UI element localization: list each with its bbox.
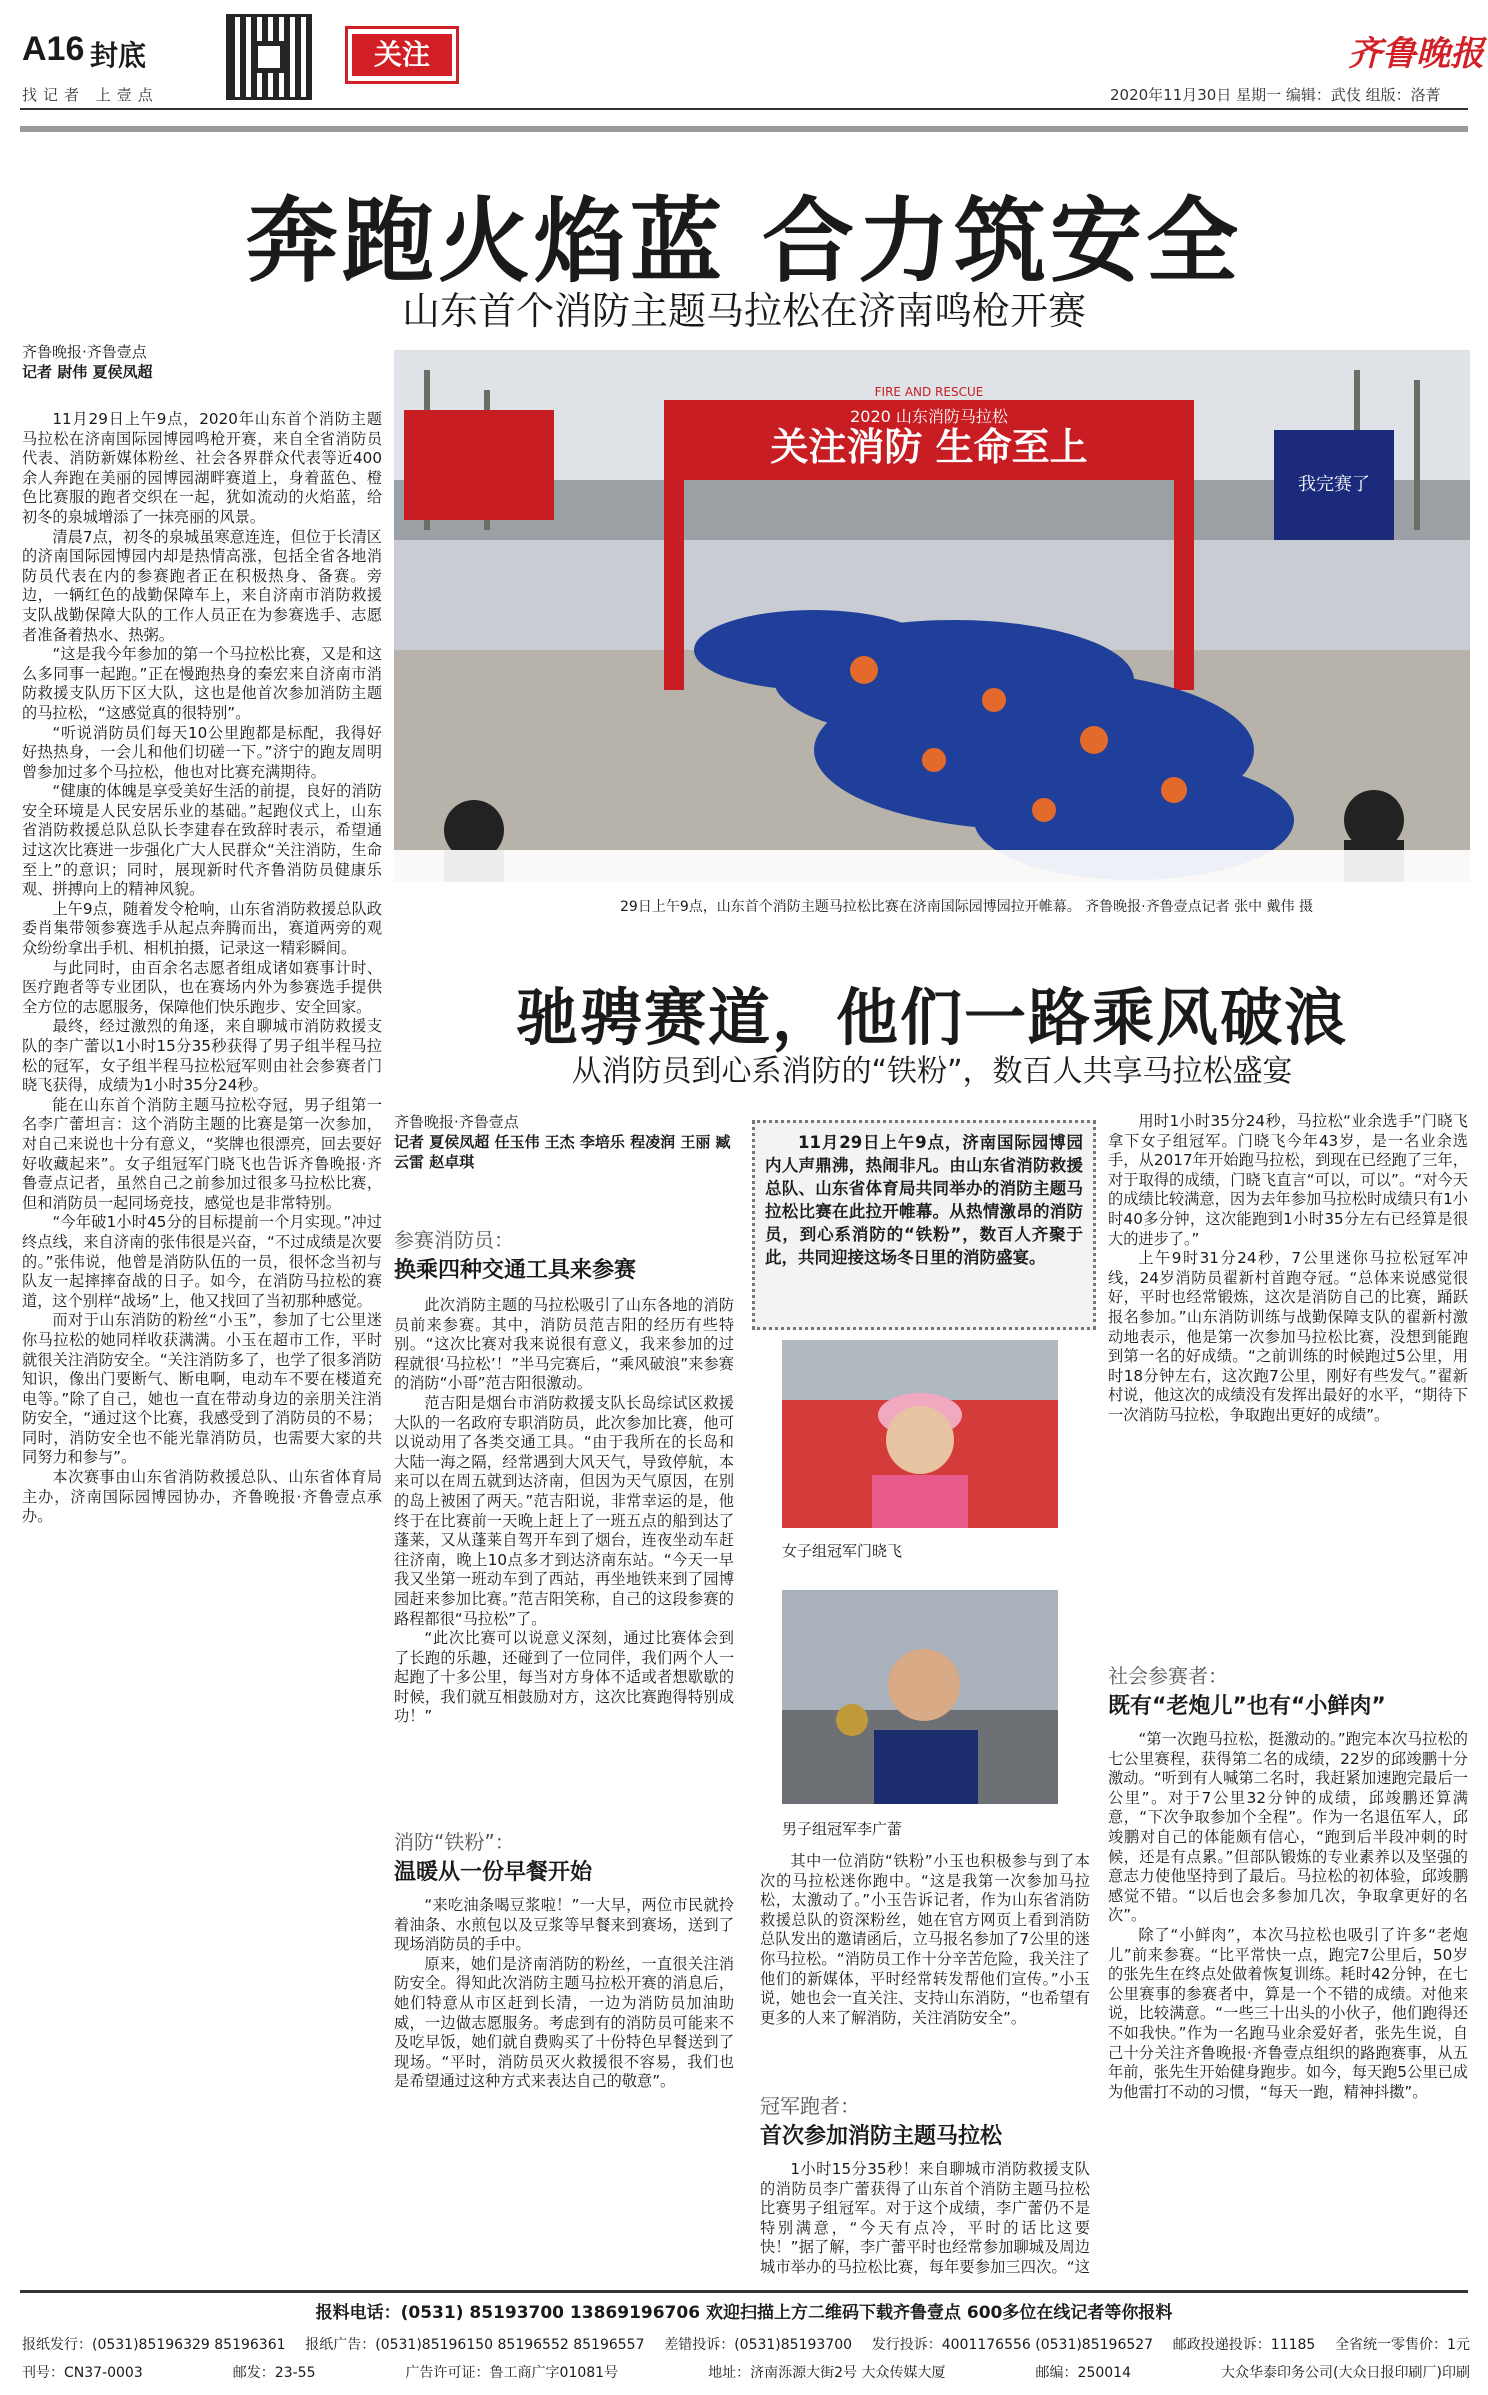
- s2-paragraph: “来吃油条喝豆浆啦！”一大早，两位市民就拎着油条、水煎包以及豆浆等早餐来到赛场，送到了现场消防员的手中。: [394, 1896, 734, 1954]
- second-headline: 驰骋赛道，他们一路乘风破浪: [515, 981, 1348, 1054]
- footer-item: 报纸广告：(0531)85196150 85196552 85196557: [305, 2337, 645, 2353]
- lead-paragraph: 清晨7点，初冬的泉城虽寒意连连，但位于长清区的济南国际园博园内却是热情高涨，包括全省各地消防员代表在内的参赛跑者正在积极热身、备赛。旁边，一辆红色的战勤保障车上，来自济南市消防救援支队战勤保障大队的工作人员正在为参赛选手、志愿者准备着热水、热粥。: [22, 527, 382, 644]
- footer-item: 报纸发行：(0531)85196329 85196361: [22, 2337, 286, 2353]
- lead-paragraph: 上午9点，随着发令枪响，山东省消防救援总队政委肖集带领参赛选手从起点奔腾而出，赛道两旁的观众纷纷拿出手机、相机拍摄，记录这一精彩瞬间。: [22, 899, 382, 958]
- footer-row-1: [22, 2334, 1470, 2354]
- lead-headline: 奔跑火焰蓝 合力筑安全: [245, 187, 1243, 295]
- lead-byline: [22, 342, 382, 382]
- lead-paragraph: 而对于山东消防的粉丝“小玉”，参加了七公里迷你马拉松的她同样收获满满。小玉在超市工作，平时就很关注消防安全。“关注消防多了，也学了很多消防知识，像出门要断气、断电啊，电动车不要在楼道充电等。”除了自己，她也一直在带动身边的亲朋关注消防安全，“通过这个比赛，我感受到了消防员的不易；同时，消防安全也不能光靠消防员，也需要大家的共同努力和参与”。: [22, 1311, 382, 1467]
- footer-item: 邮编：250014: [1035, 2365, 1131, 2381]
- s2-paragraph: 其中一位消防“铁粉”小玉也积极参与到了本次的马拉松迷你跑中。“这是我第一次参加马拉松，太激动了。”小玉告诉记者，作为山东省消防救援总队的资深粉丝，她在官方网页上看到消防总队发出的邀请函后，立马报名参加了7公里的迷你马拉松。“消防员工作十分辛苦危险，我关注了他们的新媒体，平时经常转发帮他们宣传。”小玉说，她也会一直关注、支持山东消防，“也希望有更多的人来了解消防，关注消防安全”。: [760, 1852, 1090, 2027]
- footer-item: 邮发：23-55: [232, 2365, 316, 2381]
- second-byline-org: 齐鲁晚报·齐鲁壹点: [394, 1113, 519, 1131]
- footer-row-2: [22, 2362, 1470, 2382]
- section-tag: 关注: [352, 34, 452, 76]
- footer-item: 邮政投递投诉：11185: [1172, 2337, 1316, 2353]
- lead-photo-caption: 29日上午9点，山东首个消防主题马拉松比赛在济南国际园博园拉开帷幕。 齐鲁晚报·齐鲁壹点记者 张中 戴伟 摄: [620, 899, 1313, 915]
- s2-heading: [394, 1826, 734, 1886]
- dateline: 2020年11月30日 星期一 编辑：武伎 组版：洛菁: [1110, 86, 1441, 104]
- footer-item: 发行投诉：4001176556 (0531)85196527: [871, 2337, 1154, 2353]
- s4-body: [1108, 1730, 1468, 2278]
- s1-paragraph: “此次比赛可以说意义深刻，通过比赛体会到了长跑的乐趣，还碰到了一位同伴，我们两个人一起跑了十多公里，每当对方身体不适或者想歇歇的时候，我们就互相鼓励对方，这次比赛跑得特别成功！”: [394, 1629, 734, 1726]
- lead-paragraph: 与此同时，由百余名志愿者组成诸如赛事计时、医疗跑者等专业团队，也在赛场内外为参赛选手提供全方位的志愿服务，保障他们快乐跑步、安全回家。: [22, 958, 382, 1016]
- s4-paragraph: 除了“小鲜肉”，本次马拉松也吸引了许多“老炮儿”前来参赛。“比平常快一点，跑完7公里后，50岁的张先生在终点处做着恢复训练。耗时42分钟，在七公里赛事的参赛者中，算是一个不错的成绩。对他来说，比较满意。“一些三十出头的小伙子，他们跑得还不如我快。”作为一名跑马业余爱好者，张先生说，自己十分关注齐鲁晚报·齐鲁壹点组织的路跑赛事，从五年前，张先生开始健身跑步。如今，每天跑5公里已成为他雷打不动的习惯，“每天一跑，精神抖擞”。: [1108, 1925, 1468, 2101]
- second-byline-reporters: 记者 夏侯凤超 任玉伟 王杰 李培乐 程凌润 王丽 臧云雷 赵卓琪: [394, 1133, 731, 1171]
- lead-byline-org: 齐鲁晚报·齐鲁壹点: [22, 343, 147, 361]
- lead-paragraph: 能在山东首个消防主题马拉松夺冠，男子组第一名李广蕾坦言：这个消防主题的比赛是第一次参加，对自己来说也十分有意义，“奖牌也很漂亮，回去要好好收藏起来”。女子组冠军门晓飞也告诉齐鲁晚报·齐鲁壹点记者，虽然自己之前参加过很多马拉松比赛，但和消防员一起同场竞技，感觉也是非常特别。: [22, 1095, 382, 1212]
- lead-paragraph: “健康的体魄是享受美好生活的前提，良好的消防安全环境是人民安居乐业的基础。”起跑仪式上，山东省消防救援总队总队长李建春在致辞时表示，希望通过这次比赛进一步强化广大人民群众“关注消防，生命至上”的意识；同时，展现新时代齐鲁消防员健康乐观、拼搏向上的精神风貌。: [22, 782, 382, 899]
- section-name: 封底: [90, 39, 147, 72]
- footer-hotline: 报料电话：(0531) 85193700 13869196706 欢迎扫描上方二维码下载齐鲁壹点 600多位在线记者等你报料: [315, 2303, 1173, 2323]
- s2-body-continued: [760, 1852, 1090, 2082]
- masthead-subnav: 找记者 上壹点: [22, 86, 159, 104]
- footer-item: 全省统一零售价：1元: [1335, 2337, 1470, 2353]
- lead-subhead: 山东首个消防主题马拉松在济南鸣枪开赛: [401, 289, 1086, 333]
- lead-photo: [394, 350, 1470, 882]
- s3-paragraph: 上午9时31分24秒，7公里迷你马拉松冠军冲线，24岁消防员翟新村首跑夺冠。“总体来说感觉很好，平时也经常锻炼，这次是消防自己的比赛，踊跃报名参加。”山东消防训练与战勤保障支队的翟新村激动地表示，他是第一次参加马拉松比赛，没想到能跑到第一名的好成绩。“之前训练的时候跑过5公里，用时18分钟左右，这次跑7公里，刚好有些发气。”翟新村说，他这次的成绩没有发挥出最好的水平，“期待下一次消防马拉松，争取跑出更好的成绩”。: [1108, 1249, 1468, 1424]
- photo1-caption: 女子组冠军门晓飞: [782, 1542, 903, 1560]
- s1-paragraph: 范吉阳是烟台市消防救援支队长岛综试区救援大队的一名政府专职消防员，此次参加比赛，他可以说动用了各类交通工具。“由于我所在的长岛和大陆一海之隔，经常遇到大风天气，导致停航，本来可以在周五就到达济南，但因为天气原因，在别的岛上被困了两天。”范吉阳说，非常幸运的是，他终于在比赛前一天晚上赶上了一班五点的船到达了蓬莱，又从蓬莱自驾开车到了烟台，连夜坐动车赶往济南，晚上10点多才到达济南东站。“今天一早我又坐第一班动车到了西站，再坐地铁来到了园博园赶来参加比赛。”范吉阳笑称，自己的这段参赛的路程都很“马拉松”了。: [394, 1393, 734, 1628]
- s1-paragraph: 此次消防主题的马拉松吸引了山东各地的消防员前来参赛。其中，消防员范吉阳的经历有些特别。“这次比赛对我来说很有意义，我来参加的过程就很‘马拉松’！”半马完赛后，“乘风破浪”来参赛的消防“小哥”范吉阳很激动。: [394, 1296, 734, 1393]
- s3-body: [760, 2160, 1090, 2278]
- s2-paragraph: 原来，她们是济南消防的粉丝，一直很关注消防安全。得知此次消防主题马拉松开赛的消息后，她们特意从市区赶到长清，一边为消防员加油助威，一边做志愿服务。考虑到有的消防员可能来不及吃早饭，她们就自费购买了十份特色早餐送到了现场。“平时，消防员灭火救援很不容易，我们也是希望通过这种方式来表达自己的敬意”。: [394, 1954, 734, 2091]
- s4-title: 既有“老炮儿”也有“小鲜肉”: [1108, 1694, 1386, 1719]
- photo-women-champion: [782, 1340, 1058, 1528]
- s1-kicker: 参赛消防员：: [394, 1228, 514, 1252]
- s1-heading: [394, 1224, 734, 1284]
- s3-kicker: 冠军跑者：: [760, 2094, 860, 2118]
- s3-title: 首次参加消防主题马拉松: [760, 2124, 1003, 2149]
- second-byline: [394, 1112, 734, 1172]
- qr-code-icon: [226, 14, 312, 100]
- s1-title: 换乘四种交通工具来参赛: [394, 1258, 637, 1283]
- s3-body-continued: [1108, 1112, 1468, 1652]
- photo-arch-top-text: 2020 山东消防马拉松: [850, 407, 1008, 426]
- footer-item: 大众华泰印务公司(大众日报印刷厂)印刷: [1221, 2365, 1470, 2381]
- s3-paragraph: 用时1小时35分24秒，马拉松“业余选手”门晓飞拿下女子组冠军。门晓飞今年43岁，是一名业余选手，从2017年开始跑马拉松，到现在已经跑了三年，对于取得的成绩，门晓飞直言“可以，可以”。“对今天的成绩比较满意，因为去年参加马拉松时成绩只有1小时40多分钟，这次能跑到1小时35分左右已经算是很大的进步了。”: [1108, 1112, 1468, 1248]
- lead-paragraph: 最终，经过激烈的角逐，来自聊城市消防救援支队的李广蕾以1小时15分35秒获得了男子组半程马拉松的冠军，女子组半程马拉松冠军则由社会参赛者门晓飞获得，成绩为1小时35分24秒。: [22, 1017, 382, 1095]
- photo-men-champion: [782, 1590, 1058, 1804]
- newspaper-logo: 齐鲁晚报: [1348, 34, 1484, 74]
- s4-heading: [1108, 1660, 1468, 1720]
- photo-finish-text: 我完赛了: [1298, 474, 1370, 495]
- s2-title: 温暖从一份早餐开始: [394, 1860, 593, 1885]
- lead-paragraph: “听说消防员们每天10公里跑都是标配，我得好好热热身，一会儿和他们切磋一下。”济宁的跑友周明曾参加过多个马拉松，他也对比赛充满期待。: [22, 723, 382, 781]
- lead-paragraph: 本次赛事由山东省消防救援总队、山东省体育局主办，济南国际园博园协办，齐鲁晚报·齐鲁壹点承办。: [22, 1468, 382, 1526]
- lead-paragraph: 11月29日上午9点，2020年山东首个消防主题马拉松在济南国际园博园鸣枪开赛，来自全省消防员代表、消防新媒体粉丝、社会各界群众代表等近400余人奔跑在美丽的园博园湖畔赛道上，身着蓝色、橙色比赛服的跑者交织在一起，犹如流动的火焰蓝，给初冬的泉城增添了一抹亮丽的风景。: [22, 410, 382, 526]
- footer-item: 差错投诉：(0531)85193700: [664, 2337, 853, 2353]
- s4-kicker: 社会参赛者：: [1108, 1664, 1228, 1688]
- s2-body: [394, 1896, 734, 2278]
- s1-body: [394, 1296, 734, 1816]
- page-number: A16: [22, 30, 85, 68]
- footer-item: 地址：济南泺源大街2号 大众传媒大厦: [708, 2365, 946, 2381]
- masthead-rule: [20, 108, 1468, 110]
- footer-item: 广告许可证：鲁工商广字01081号: [405, 2365, 619, 2381]
- lead-paragraph: “这是我今年参加的第一个马拉松比赛，又是和这么多同事一起跑。”正在慢跑热身的秦宏来自济南市消防救援支队历下区大队，这也是他首次参加消防主题的马拉松，“这感觉真的很特别”。: [22, 645, 382, 722]
- s2-kicker: 消防“铁粉”：: [394, 1830, 515, 1854]
- lead-article-body: [22, 410, 382, 1910]
- lead-paragraph: “今年破1小时45分的目标提前一个月实现。”冲过终点线，来自济南的张伟很是兴奋，“不过成绩是次要的。”张伟说，他曾是消防队伍的一员，很怀念当初与队友一起摔摔奋战的日子。如今，在消防马拉松的赛道，这个别样“战场”上，他又找回了当初那种感觉。: [22, 1213, 382, 1310]
- footer-item: 刊号：CN37-0003: [22, 2365, 143, 2381]
- masthead-rule-thick: [20, 126, 1468, 132]
- s3-paragraph: 1小时15分35秒！来自聊城市消防救援支队的消防员李广蕾获得了山东首个消防主题马拉松比赛男子组冠军。对于这个成绩，李广蕾仍不是特别满意，“今天有点冷，平时的话比这要快！”据了解，李广蕾平时也经常参加聊城及周边城市举办的马拉松比赛，每年要参加三四次。“这: [760, 2160, 1090, 2276]
- s3-heading: [760, 2090, 1090, 2150]
- photo-banner-text: 关注消防 生命至上: [770, 425, 1088, 469]
- second-subhead: 从消防员到心系消防的“铁粉”，数百人共享马拉松盛宴: [571, 1054, 1293, 1089]
- intro-box: [752, 1120, 1096, 1330]
- s4-paragraph: “第一次跑马拉松，挺激动的。”跑完本次马拉松的七公里赛程，获得第二名的成绩，22岁的邱竣鹏十分激动。“听到有人喊第二名时，我赶紧加速跑完最后一公里”。对于7公里32分钟的成绩，邱竣鹏还算满意，“下次争取参加个全程”。作为一名退伍军人，邱竣鹏对自己的体能颇有信心，“跑到后半段冲刺的时候，还是有点累。”但部队锻炼的专业素养以及坚强的意志力使他坚持到了最后。马拉松的初体验，邱竣鹏感觉不错。“以后也会多参加几次，争取拿更好的名次”。: [1108, 1730, 1468, 1925]
- intro-text: 11月29日上午9点，济南国际园博园内人声鼎沸，热闹非凡。由山东省消防救援总队、山东省体育局共同举办的消防主题马拉松比赛在此拉开帷幕。从热情激昂的消防员，到心系消防的“铁粉”，数百人齐聚于此，共同迎接这场冬日里的消防盛宴。: [765, 1133, 1083, 1267]
- photo2-caption: 男子组冠军李广蕾: [782, 1820, 903, 1838]
- footer-rule: [20, 2290, 1468, 2293]
- lead-byline-reporters: 记者 尉伟 夏侯凤超: [22, 363, 153, 381]
- photo-fire-rescue-text: FIRE AND RESCUE: [874, 385, 984, 399]
